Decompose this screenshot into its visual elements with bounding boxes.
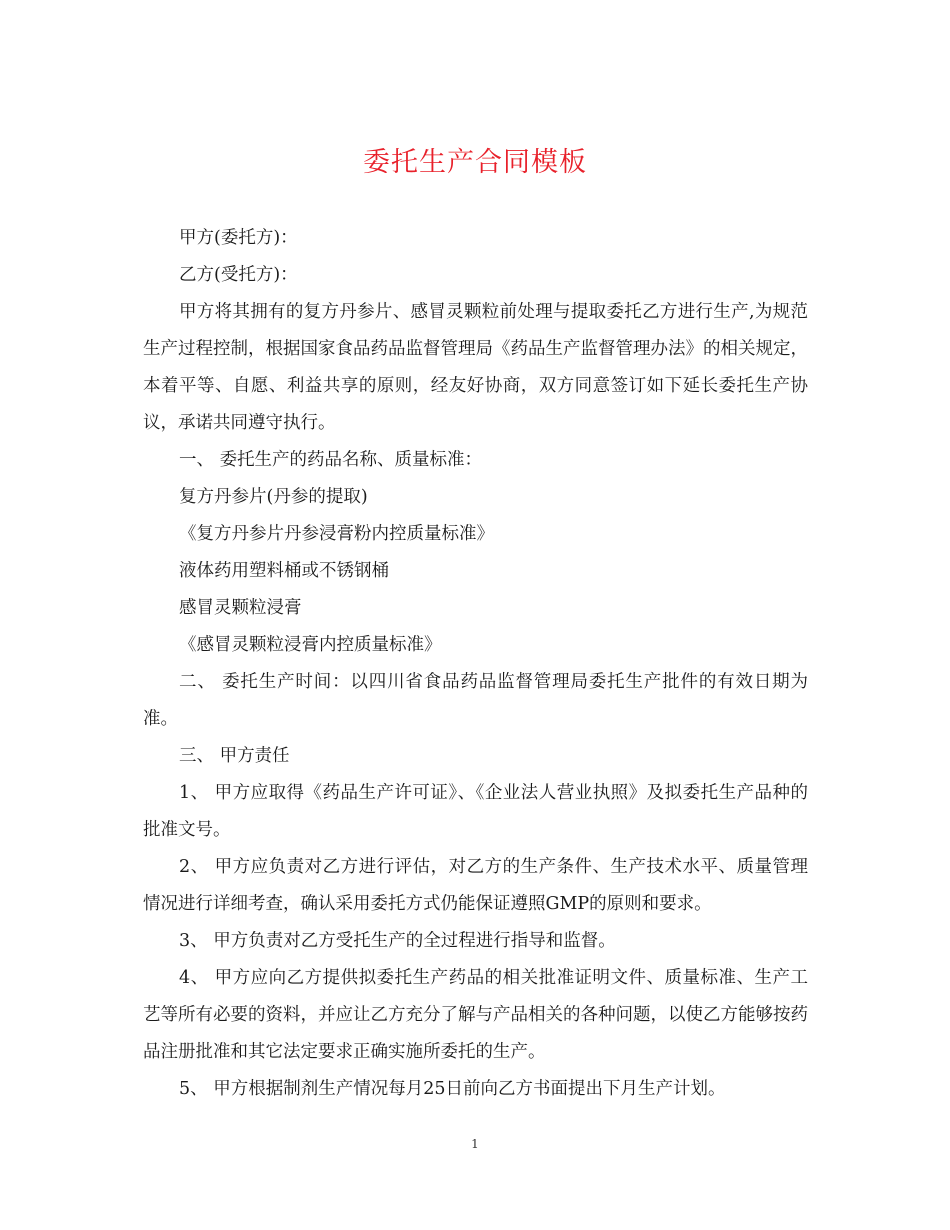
document-body xyxy=(143,220,808,1108)
preamble-paragraph: 甲方将其拥有的复方丹参片、感冒灵颗粒前处理与提取委托乙方进行生产,为规范生产过程控制，根据国家食品药品监督管理局《药品生产监督管理办法》的相关规定，本着平等、自愿、利益共享的原则，经友好协商，双方同意签订如下延长委托生产协议，承诺共同遵守执行。 xyxy=(143,302,808,433)
product-2-standard: 《感冒灵颗粒浸膏内控质量标准》 xyxy=(179,635,442,655)
section-2-paragraph: 二、 委托生产时间：以四川省食品药品监督管理局委托生产批件的有效日期为准。 xyxy=(143,672,808,729)
party-a-line: 甲方(委托方)： xyxy=(179,228,298,248)
clause-1: 1、 甲方应取得《药品生产许可证》、《企业法人营业执照》及拟委托生产品种的批准文号。 xyxy=(143,783,808,840)
section-3-heading: 三、 甲方责任 xyxy=(179,746,290,766)
packaging-line: 液体药用塑料桶或不锈钢桶 xyxy=(179,561,389,581)
clause-3: 3、 甲方负责对乙方受托生产的全过程进行指导和监督。 xyxy=(179,931,616,951)
section-1-heading: 一、 委托生产的药品名称、质量标准： xyxy=(179,450,483,470)
product-2-name: 感冒灵颗粒浸膏 xyxy=(179,598,302,618)
product-1-standard: 《复方丹参片丹参浸膏粉内控质量标准》 xyxy=(179,524,494,544)
document-title: 委托生产合同模板 xyxy=(363,147,587,178)
page-number: 1 xyxy=(471,1137,479,1151)
product-1-name: 复方丹参片(丹参的提取) xyxy=(179,487,368,507)
clause-4: 4、 甲方应向乙方提供拟委托生产药品的相关批准证明文件、质量标准、生产工艺等所有必要的资料，并应让乙方充分了解与产品相关的各种问题，以使乙方能够按药品注册批准和其它法定要求正确实施所委托的生产。 xyxy=(143,968,808,1062)
clause-2: 2、 甲方应负责对乙方进行评估，对乙方的生产条件、生产技术水平、质量管理情况进行详细考查，确认采用委托方式仍能保证遵照GMP的原则和要求。 xyxy=(143,857,808,914)
clause-5: 5、 甲方根据制剂生产情况每月25日前向乙方书面提出下月生产计划。 xyxy=(179,1079,726,1099)
party-b-line: 乙方(受托方)： xyxy=(179,265,298,285)
